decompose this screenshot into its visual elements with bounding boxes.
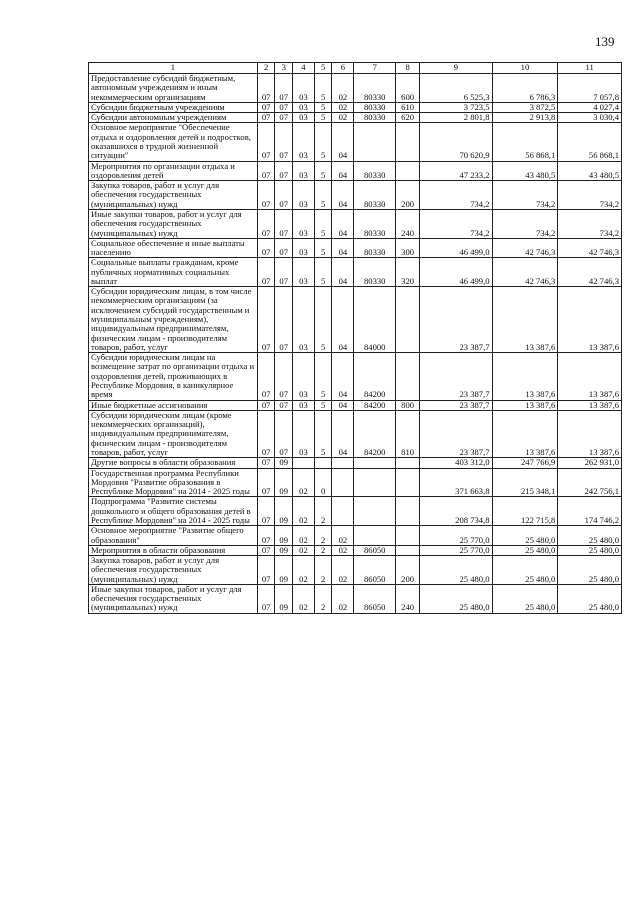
- code-cell: 07: [257, 209, 275, 238]
- amount-cell: 23 387,7: [420, 400, 492, 410]
- code-cell: 04: [332, 353, 354, 400]
- code-cell: 07: [275, 181, 293, 210]
- amount-cell: 122 715,8: [492, 497, 558, 526]
- code-cell: 300: [396, 238, 420, 258]
- code-cell: 5: [314, 113, 332, 123]
- row-name-cell: Социальные выплаты гражданам, кроме публичных нормативных социальных выплат: [89, 258, 258, 287]
- code-cell: 5: [314, 238, 332, 258]
- code-cell: 0: [314, 468, 332, 497]
- code-cell: 07: [257, 123, 275, 161]
- code-cell: 84200: [354, 410, 396, 457]
- amount-cell: 3 030,4: [558, 113, 622, 123]
- code-cell: 02: [292, 526, 314, 546]
- code-cell: 200: [396, 181, 420, 210]
- code-cell: 02: [332, 74, 354, 103]
- code-cell: 07: [275, 74, 293, 103]
- code-cell: 80330: [354, 258, 396, 287]
- table-row: [89, 497, 622, 526]
- code-cell: 5: [314, 102, 332, 112]
- code-cell: 02: [292, 497, 314, 526]
- code-cell: [396, 468, 420, 497]
- row-name-cell: Субсидии юридическим лицам, в том числе некоммерческим организациям (за исключением субсидий государственным и муниципальным учреждениям), индивидуальным предпринимателям, физическим лицам - производителям товаров, работ, услуг: [89, 287, 258, 353]
- amount-cell: 13 387,6: [492, 287, 558, 353]
- amount-cell: 4 027,4: [558, 102, 622, 112]
- amount-cell: 43 480,5: [492, 161, 558, 181]
- table-row: [89, 113, 622, 123]
- amount-cell: 3 723,5: [420, 102, 492, 112]
- code-cell: 600: [396, 74, 420, 103]
- code-cell: 07: [275, 161, 293, 181]
- code-cell: 07: [257, 556, 275, 585]
- row-name-cell: Субсидии автономным учреждениям: [89, 113, 258, 123]
- code-cell: 03: [292, 209, 314, 238]
- table-row: [89, 74, 622, 103]
- code-cell: 07: [257, 468, 275, 497]
- code-cell: 07: [257, 161, 275, 181]
- row-name-cell: Закупка товаров, работ и услуг для обеспечения государственных (муниципальных) нужд: [89, 556, 258, 585]
- code-cell: 04: [332, 209, 354, 238]
- code-cell: 03: [292, 161, 314, 181]
- code-cell: 09: [275, 468, 293, 497]
- column-header: 7: [354, 63, 396, 74]
- code-cell: 03: [292, 102, 314, 112]
- row-name-cell: Закупка товаров, работ и услуг для обеспечения государственных (муниципальных) нужд: [89, 181, 258, 210]
- column-header: 5: [314, 63, 332, 74]
- code-cell: 07: [257, 458, 275, 468]
- row-name-cell: Подпрограмма "Развитие системы дошкольного и общего образования детей в Республике Мордовия" на 2014 - 2025 годы: [89, 497, 258, 526]
- table-row: [89, 400, 622, 410]
- page-number: 139: [595, 34, 615, 49]
- amount-cell: 734,2: [420, 209, 492, 238]
- code-cell: 03: [292, 410, 314, 457]
- table-row: [89, 258, 622, 287]
- table-row: [89, 287, 622, 353]
- amount-cell: 46 499,0: [420, 238, 492, 258]
- code-cell: [396, 497, 420, 526]
- amount-cell: 13 387,6: [558, 410, 622, 457]
- code-cell: 03: [292, 74, 314, 103]
- amount-cell: 23 387,7: [420, 353, 492, 400]
- code-cell: 07: [257, 102, 275, 112]
- amount-cell: 25 480,0: [492, 556, 558, 585]
- code-cell: [292, 458, 314, 468]
- amount-cell: 734,2: [492, 181, 558, 210]
- code-cell: 80330: [354, 113, 396, 123]
- amount-cell: 403 312,0: [420, 458, 492, 468]
- amount-cell: 2 801,8: [420, 113, 492, 123]
- code-cell: 240: [396, 584, 420, 613]
- row-name-cell: Другие вопросы в области образования: [89, 458, 258, 468]
- code-cell: 800: [396, 400, 420, 410]
- code-cell: 07: [257, 287, 275, 353]
- code-cell: 86050: [354, 556, 396, 585]
- amount-cell: 208 734,8: [420, 497, 492, 526]
- column-header: 10: [492, 63, 558, 74]
- amount-cell: 13 387,6: [558, 400, 622, 410]
- code-cell: 02: [292, 468, 314, 497]
- amount-cell: 43 480,5: [558, 161, 622, 181]
- amount-cell: 25 480,0: [492, 526, 558, 546]
- code-cell: [396, 545, 420, 555]
- code-cell: [354, 526, 396, 546]
- code-cell: 80330: [354, 102, 396, 112]
- code-cell: 07: [275, 238, 293, 258]
- row-name-cell: Основное мероприятие "Развитие общего образования": [89, 526, 258, 546]
- table-body: [89, 74, 622, 614]
- code-cell: 610: [396, 102, 420, 112]
- code-cell: 07: [275, 123, 293, 161]
- table-row: [89, 468, 622, 497]
- code-cell: [354, 123, 396, 161]
- code-cell: [332, 458, 354, 468]
- code-cell: 03: [292, 258, 314, 287]
- code-cell: 84200: [354, 400, 396, 410]
- code-cell: 09: [275, 497, 293, 526]
- amount-cell: 734,2: [558, 209, 622, 238]
- code-cell: 5: [314, 410, 332, 457]
- amount-cell: 25 480,0: [420, 584, 492, 613]
- code-cell: 07: [257, 258, 275, 287]
- code-cell: 5: [314, 74, 332, 103]
- amount-cell: 371 663,8: [420, 468, 492, 497]
- code-cell: 03: [292, 113, 314, 123]
- code-cell: 02: [332, 102, 354, 112]
- code-cell: 04: [332, 123, 354, 161]
- code-cell: 07: [275, 400, 293, 410]
- code-cell: [396, 123, 420, 161]
- code-cell: 09: [275, 556, 293, 585]
- column-header: 6: [332, 63, 354, 74]
- table-row: [89, 161, 622, 181]
- amount-cell: 25 480,0: [420, 556, 492, 585]
- code-cell: 07: [257, 181, 275, 210]
- code-cell: 04: [332, 258, 354, 287]
- code-cell: 07: [257, 584, 275, 613]
- code-cell: 04: [332, 410, 354, 457]
- column-header: 9: [420, 63, 492, 74]
- row-name-cell: Социальное обеспечение и иные выплаты населению: [89, 238, 258, 258]
- amount-cell: 25 770,0: [420, 526, 492, 546]
- table-row: [89, 181, 622, 210]
- amount-cell: 2 913,8: [492, 113, 558, 123]
- row-name-cell: Субсидии юридическим лицам на возмещение затрат по организации отдыха и оздоровления детей, проживающих в Республике Мордовия, в каникулярное время: [89, 353, 258, 400]
- amount-cell: 25 480,0: [492, 545, 558, 555]
- code-cell: 03: [292, 400, 314, 410]
- code-cell: 02: [332, 545, 354, 555]
- code-cell: [396, 526, 420, 546]
- code-cell: 09: [275, 526, 293, 546]
- amount-cell: 734,2: [420, 181, 492, 210]
- row-name-cell: Мероприятия по организации отдыха и оздоровления детей: [89, 161, 258, 181]
- code-cell: 07: [275, 209, 293, 238]
- amount-cell: 46 499,0: [420, 258, 492, 287]
- amount-cell: 25 480,0: [492, 584, 558, 613]
- table-row: [89, 123, 622, 161]
- code-cell: [396, 287, 420, 353]
- amount-cell: 247 766,9: [492, 458, 558, 468]
- table-row: [89, 526, 622, 546]
- amount-cell: 25 480,0: [558, 584, 622, 613]
- column-header: 11: [558, 63, 622, 74]
- row-name-cell: Иные закупки товаров, работ и услуг для обеспечения государственных (муниципальных) нужд: [89, 209, 258, 238]
- code-cell: 80330: [354, 74, 396, 103]
- code-cell: [314, 458, 332, 468]
- code-cell: 09: [275, 545, 293, 555]
- code-cell: 04: [332, 181, 354, 210]
- code-cell: 2: [314, 497, 332, 526]
- table-row: [89, 238, 622, 258]
- code-cell: 2: [314, 526, 332, 546]
- column-header: 8: [396, 63, 420, 74]
- amount-cell: 734,2: [558, 181, 622, 210]
- code-cell: 5: [314, 161, 332, 181]
- amount-cell: 13 387,6: [558, 287, 622, 353]
- column-header: 3: [275, 63, 293, 74]
- code-cell: [396, 458, 420, 468]
- table-header-row: [89, 63, 622, 74]
- code-cell: 5: [314, 400, 332, 410]
- amount-cell: 262 931,0: [558, 458, 622, 468]
- row-name-cell: Основное мероприятие "Обеспечение отдыха и оздоровления детей и подростков, оказавшихся в трудной жизненной ситуации": [89, 123, 258, 161]
- row-name-cell: Мероприятия в области образования: [89, 545, 258, 555]
- code-cell: 03: [292, 181, 314, 210]
- code-cell: [332, 497, 354, 526]
- code-cell: 80330: [354, 161, 396, 181]
- code-cell: 07: [275, 258, 293, 287]
- code-cell: 86050: [354, 584, 396, 613]
- amount-cell: 25 480,0: [558, 526, 622, 546]
- row-name-cell: Иные бюджетные ассигнования: [89, 400, 258, 410]
- column-header: 1: [89, 63, 258, 74]
- table-row: [89, 556, 622, 585]
- code-cell: 5: [314, 353, 332, 400]
- code-cell: 09: [275, 458, 293, 468]
- code-cell: 620: [396, 113, 420, 123]
- code-cell: 5: [314, 181, 332, 210]
- code-cell: 07: [275, 113, 293, 123]
- table-row: [89, 458, 622, 468]
- code-cell: 240: [396, 209, 420, 238]
- code-cell: 5: [314, 123, 332, 161]
- code-cell: [354, 497, 396, 526]
- amount-cell: 3 872,5: [492, 102, 558, 112]
- code-cell: 07: [257, 238, 275, 258]
- amount-cell: 25 480,0: [558, 545, 622, 555]
- code-cell: 80330: [354, 209, 396, 238]
- amount-cell: 734,2: [492, 209, 558, 238]
- code-cell: 2: [314, 584, 332, 613]
- budget-table: [88, 62, 622, 614]
- code-cell: 07: [257, 400, 275, 410]
- code-cell: 07: [257, 410, 275, 457]
- amount-cell: 56 868,1: [492, 123, 558, 161]
- code-cell: 03: [292, 123, 314, 161]
- amount-cell: 13 387,6: [558, 353, 622, 400]
- code-cell: 07: [257, 526, 275, 546]
- code-cell: 80330: [354, 238, 396, 258]
- amount-cell: 25 480,0: [558, 556, 622, 585]
- column-header: 4: [292, 63, 314, 74]
- row-name-cell: Субсидии юридическим лицам (кроме некоммерческих организаций), индивидуальным предпринимателям, физическим лицам - производителям товаров, работ, услуг: [89, 410, 258, 457]
- code-cell: 03: [292, 353, 314, 400]
- code-cell: 07: [257, 353, 275, 400]
- amount-cell: 13 387,6: [492, 353, 558, 400]
- code-cell: 03: [292, 287, 314, 353]
- code-cell: 810: [396, 410, 420, 457]
- code-cell: 5: [314, 209, 332, 238]
- amount-cell: 6 525,3: [420, 74, 492, 103]
- row-name-cell: Государственная программа Республики Мордовия "Развитие образования в Республике Мордовия" на 2014 - 2025 годы: [89, 468, 258, 497]
- code-cell: [396, 353, 420, 400]
- code-cell: 02: [292, 545, 314, 555]
- amount-cell: 215 348,1: [492, 468, 558, 497]
- code-cell: 5: [314, 287, 332, 353]
- code-cell: 2: [314, 556, 332, 585]
- code-cell: 02: [332, 556, 354, 585]
- code-cell: 02: [292, 584, 314, 613]
- code-cell: 80330: [354, 181, 396, 210]
- code-cell: [332, 468, 354, 497]
- amount-cell: 42 746,3: [558, 238, 622, 258]
- amount-cell: 174 746,2: [558, 497, 622, 526]
- amount-cell: 242 756,1: [558, 468, 622, 497]
- code-cell: 07: [257, 113, 275, 123]
- row-name-cell: Субсидии бюджетным учреждениям: [89, 102, 258, 112]
- code-cell: [354, 458, 396, 468]
- amount-cell: 42 746,3: [492, 258, 558, 287]
- code-cell: 07: [257, 545, 275, 555]
- code-cell: 04: [332, 400, 354, 410]
- amount-cell: 42 746,3: [558, 258, 622, 287]
- table-row: [89, 353, 622, 400]
- row-name-cell: Иные закупки товаров, работ и услуг для обеспечения государственных (муниципальных) нужд: [89, 584, 258, 613]
- column-header: 2: [257, 63, 275, 74]
- amount-cell: 25 770,0: [420, 545, 492, 555]
- amount-cell: 42 746,3: [492, 238, 558, 258]
- code-cell: 04: [332, 238, 354, 258]
- table-row: [89, 102, 622, 112]
- table-row: [89, 410, 622, 457]
- code-cell: 5: [314, 258, 332, 287]
- table-row: [89, 545, 622, 555]
- code-cell: 04: [332, 287, 354, 353]
- code-cell: 200: [396, 556, 420, 585]
- code-cell: 320: [396, 258, 420, 287]
- code-cell: 07: [275, 102, 293, 112]
- table-row: [89, 209, 622, 238]
- code-cell: 02: [292, 556, 314, 585]
- amount-cell: 13 387,6: [492, 410, 558, 457]
- amount-cell: 23 387,7: [420, 410, 492, 457]
- amount-cell: 23 387,7: [420, 287, 492, 353]
- code-cell: 09: [275, 584, 293, 613]
- code-cell: 07: [257, 497, 275, 526]
- code-cell: 84200: [354, 353, 396, 400]
- code-cell: 2: [314, 545, 332, 555]
- amount-cell: 7 057,8: [558, 74, 622, 103]
- row-name-cell: Предоставление субсидий бюджетным, автономным учреждениям и иным некоммерческим организациям: [89, 74, 258, 103]
- amount-cell: 56 868,1: [558, 123, 622, 161]
- code-cell: 02: [332, 113, 354, 123]
- amount-cell: 70 620,9: [420, 123, 492, 161]
- code-cell: [354, 468, 396, 497]
- code-cell: 04: [332, 161, 354, 181]
- code-cell: 03: [292, 238, 314, 258]
- code-cell: 86050: [354, 545, 396, 555]
- code-cell: [396, 161, 420, 181]
- code-cell: 02: [332, 584, 354, 613]
- code-cell: 07: [275, 410, 293, 457]
- amount-cell: 6 786,3: [492, 74, 558, 103]
- amount-cell: 47 233,2: [420, 161, 492, 181]
- code-cell: 02: [332, 526, 354, 546]
- amount-cell: 13 387,6: [492, 400, 558, 410]
- code-cell: 07: [257, 74, 275, 103]
- code-cell: 84000: [354, 287, 396, 353]
- table-row: [89, 584, 622, 613]
- code-cell: 07: [275, 287, 293, 353]
- code-cell: 07: [275, 353, 293, 400]
